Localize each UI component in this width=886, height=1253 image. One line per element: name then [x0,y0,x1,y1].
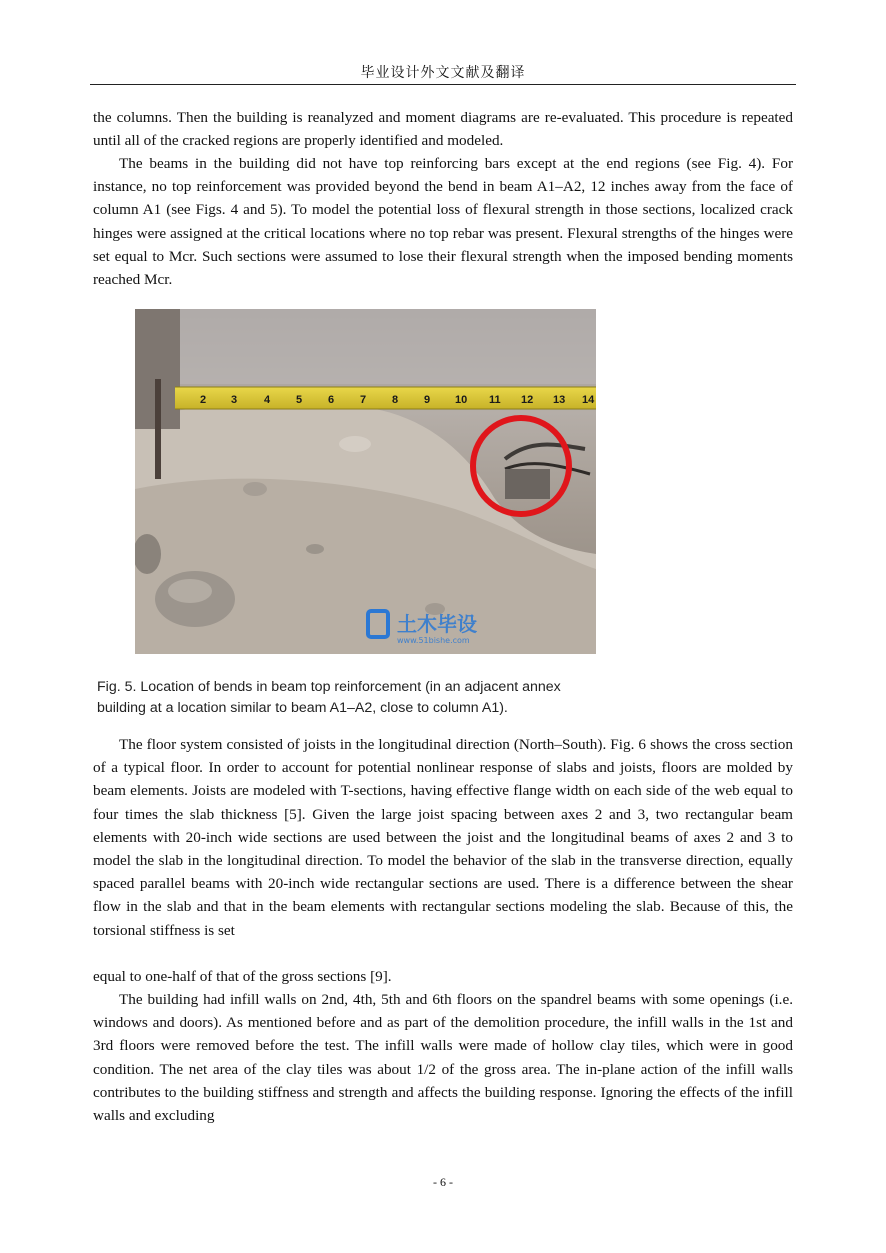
tape-number: 14 [582,394,595,406]
tape-number: 2 [200,394,207,406]
tape-number: 12 [521,394,534,406]
tape-number: 8 [392,394,399,406]
header-divider [90,84,796,85]
tape-number: 6 [328,394,335,406]
caption-line: building at a location similar to beam A1–A2, close to column A1). [97,700,508,716]
tape-number: 7 [360,394,367,406]
tape-number: 4 [264,394,271,406]
page-number: - 6 - [433,1175,453,1189]
tape-number: 11 [489,394,501,406]
tape-number: 3 [231,394,238,406]
paragraph-floor-system: The floor system consisted of joists in the longitudinal direction (North–South). Fig. 6 shows the cross section of a typical floor. In order to account for potential nonlinear response of slabs and joists, floors are molded by beam elements. Joists are modeled with T-sections, having effective flange width on each side of the web equal to four times the slab thickness [5]. Given the large joist spacing between axes 2 and 3, two rectangular beam elements with 20-inch wide sections are used between the joist and the longitudinal beams of axes 2 and 3 to model the slab in the longitudinal direction. To model the behavior of the slab in the transverse direction, equally spaced parallel beams with 20-inch wide rectangular sections are used. There is a difference between the shear flow in the slab and that in the beam elements with rectangular sections modeling the slab. Because of this, the torsional stiffness is set [93,736,793,939]
figure-caption [97,677,657,719]
paragraph-top-reinforcement: The beams in the building did not have top reinforcing bars except at the end regions (see Fig. 4). For instance, no top reinforcement was provided beyond the bend in beam A1–A2, 12 inches away from the face of column A1 (see Figs. 4 and 5). To model the potential loss of flexural strength in those sections, localized crack hinges were assigned at the critical locations where no top rebar was present. Flexural strengths of the hinges were set equal to Mcr. Such sections were assumed to lose their flexural strength when the imposed bending moments reached Mcr. [93,155,793,289]
tape-number: 9 [424,394,431,406]
svg-text:土木毕设: 土木毕设 [397,612,477,636]
figure-5-photo [135,309,596,654]
page-header-title: 毕业设计外文文献及翻译 [360,65,526,81]
tape-number: 10 [455,394,468,406]
tape-number: 5 [296,394,303,406]
caption-line: Fig. 5. Location of bends in beam top reinforcement (in an adjacent annex [97,679,561,695]
svg-text:www.51bishe.com: www.51bishe.com [397,636,470,645]
tape-number: 13 [553,394,566,406]
paragraph-continued: the columns. Then the building is reanalyzed and moment diagrams are re-evaluated. This procedure is repeated until all of the cracked regions are properly identified and modeled. [93,109,793,150]
paragraph-floor-system-end: equal to one-half of that of the gross sections [9]. [93,968,392,985]
paragraph-infill-walls: The building had infill walls on 2nd, 4th, 5th and 6th floors on the spandrel beams with some openings (i.e. windows and doors). As mentioned before and as part of the demolition procedure, the infill walls in the 1st and 3rd floors were removed before the test. The infill walls were made of hollow clay tiles, which were in good condition. The net area of the clay tiles was about 1/2 of the gross area. The in-plane action of the infill walls contributes to the building stiffness and strength and affects the building response. Ignoring the effects of the infill walls and excluding [93,991,793,1125]
